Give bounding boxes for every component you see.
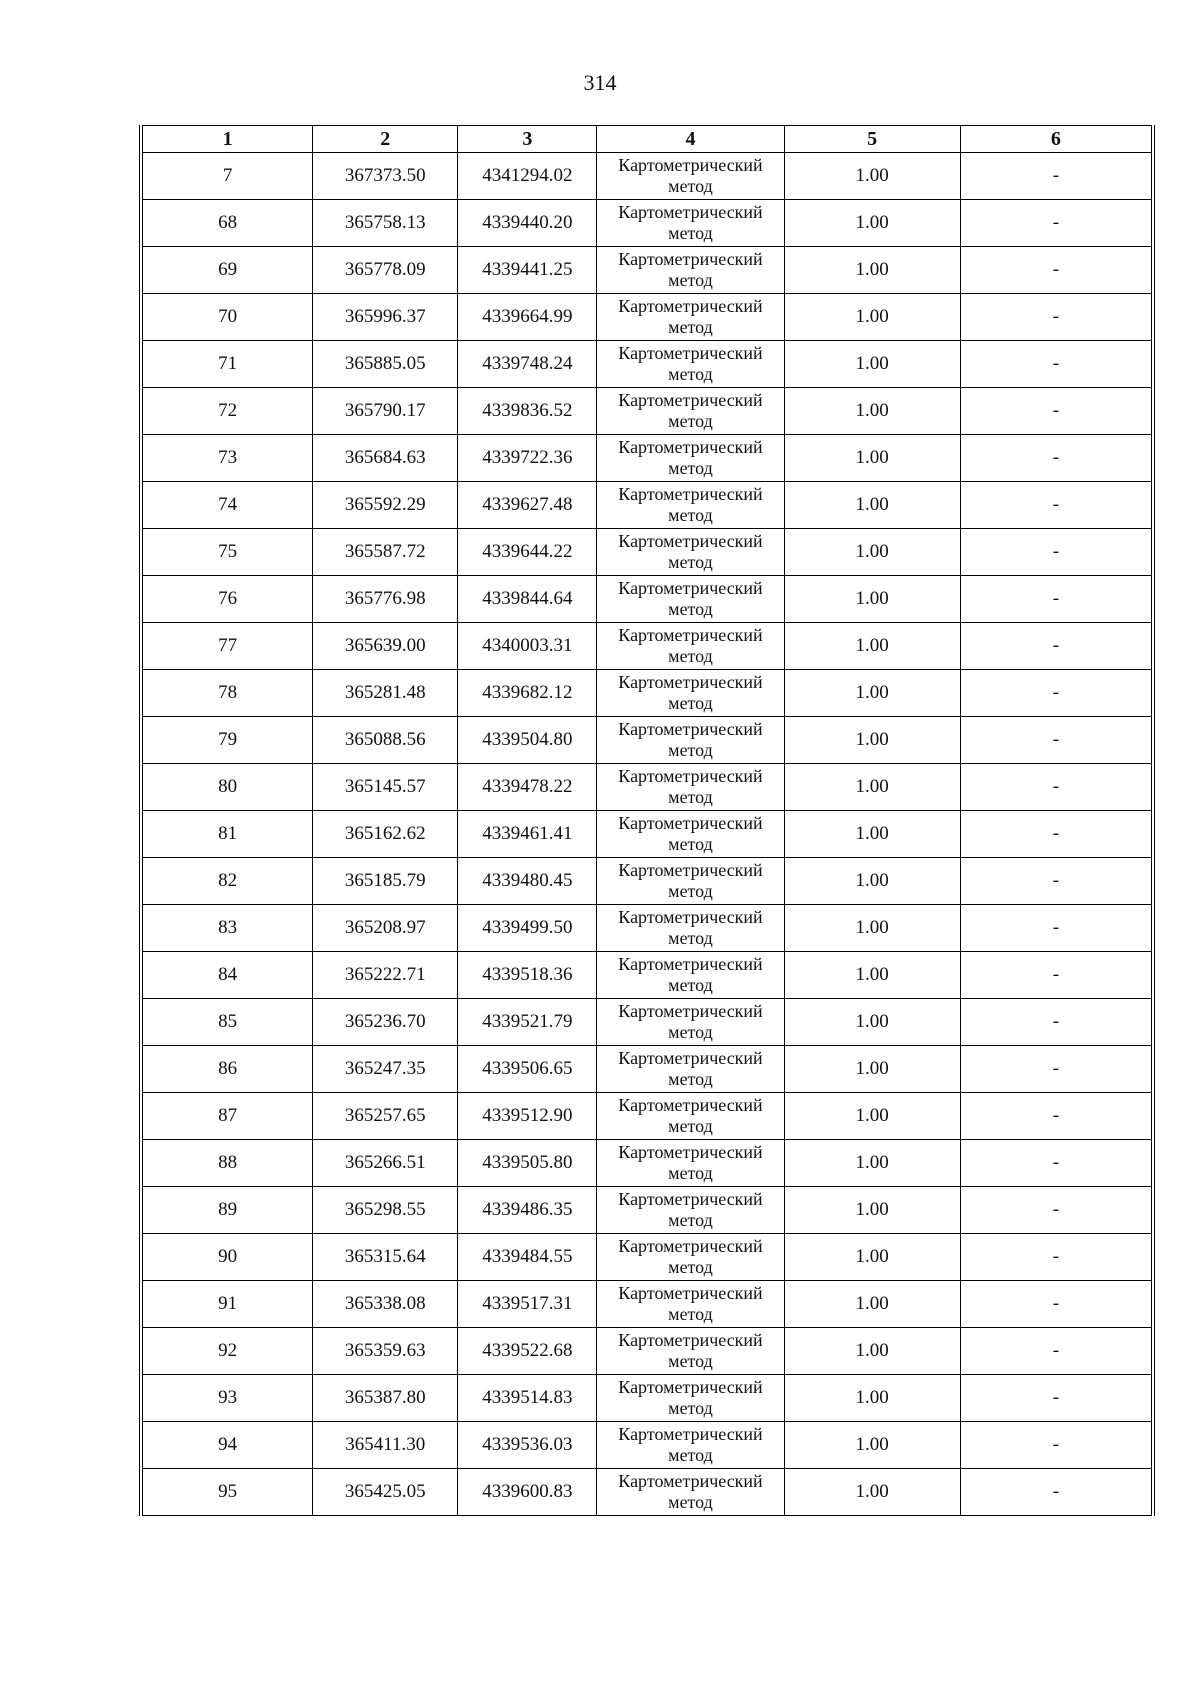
y-coordinate-cell: 4339518.36 — [458, 952, 597, 999]
y-coordinate-cell: 4339522.68 — [458, 1328, 597, 1375]
point-number-cell: 74 — [143, 482, 313, 529]
y-coordinate-cell: 4339722.36 — [458, 435, 597, 482]
point-number-cell: 84 — [143, 952, 313, 999]
method-cell: Картометрический метод — [597, 153, 784, 200]
table-row — [143, 529, 1152, 576]
y-coordinate-cell: 4339441.25 — [458, 247, 597, 294]
note-cell: - — [960, 1187, 1151, 1234]
method-cell: Картометрический метод — [597, 435, 784, 482]
method-cell: Картометрический метод — [597, 1469, 784, 1516]
accuracy-cell: 1.00 — [784, 576, 960, 623]
x-coordinate-cell: 365758.13 — [313, 200, 458, 247]
point-number-cell: 68 — [143, 200, 313, 247]
point-number-cell: 89 — [143, 1187, 313, 1234]
accuracy-cell: 1.00 — [784, 1281, 960, 1328]
accuracy-cell: 1.00 — [784, 153, 960, 200]
x-coordinate-cell: 365776.98 — [313, 576, 458, 623]
accuracy-cell: 1.00 — [784, 1140, 960, 1187]
note-cell: - — [960, 811, 1151, 858]
header-cell-6: 6 — [960, 126, 1151, 153]
accuracy-cell: 1.00 — [784, 858, 960, 905]
header-cell-1: 1 — [143, 126, 313, 153]
table-row — [143, 1046, 1152, 1093]
y-coordinate-cell: 4339480.45 — [458, 858, 597, 905]
table-row — [143, 435, 1152, 482]
table-row — [143, 247, 1152, 294]
note-cell: - — [960, 153, 1151, 200]
x-coordinate-cell: 365639.00 — [313, 623, 458, 670]
y-coordinate-cell: 4339506.65 — [458, 1046, 597, 1093]
accuracy-cell: 1.00 — [784, 952, 960, 999]
x-coordinate-cell: 365425.05 — [313, 1469, 458, 1516]
y-coordinate-cell: 4339844.64 — [458, 576, 597, 623]
table-row — [143, 153, 1152, 200]
point-number-cell: 69 — [143, 247, 313, 294]
x-coordinate-cell: 365587.72 — [313, 529, 458, 576]
note-cell: - — [960, 1328, 1151, 1375]
coordinates-table-frame — [139, 125, 1155, 1516]
note-cell: - — [960, 341, 1151, 388]
x-coordinate-cell: 365315.64 — [313, 1234, 458, 1281]
note-cell: - — [960, 952, 1151, 999]
point-number-cell: 76 — [143, 576, 313, 623]
y-coordinate-cell: 4339627.48 — [458, 482, 597, 529]
method-cell: Картометрический метод — [597, 952, 784, 999]
point-number-cell: 91 — [143, 1281, 313, 1328]
note-cell: - — [960, 623, 1151, 670]
x-coordinate-cell: 365208.97 — [313, 905, 458, 952]
x-coordinate-cell: 365145.57 — [313, 764, 458, 811]
method-cell: Картометрический метод — [597, 200, 784, 247]
x-coordinate-cell: 365778.09 — [313, 247, 458, 294]
method-cell: Картометрический метод — [597, 341, 784, 388]
table-row — [143, 1469, 1152, 1516]
point-number-cell: 92 — [143, 1328, 313, 1375]
x-coordinate-cell: 365359.63 — [313, 1328, 458, 1375]
table-row — [143, 952, 1152, 999]
method-cell: Картометрический метод — [597, 1234, 784, 1281]
header-cell-5: 5 — [784, 126, 960, 153]
table-row — [143, 1328, 1152, 1375]
x-coordinate-cell: 365684.63 — [313, 435, 458, 482]
note-cell: - — [960, 529, 1151, 576]
method-cell: Картометрический метод — [597, 811, 784, 858]
accuracy-cell: 1.00 — [784, 670, 960, 717]
note-cell: - — [960, 435, 1151, 482]
method-cell: Картометрический метод — [597, 1046, 784, 1093]
note-cell: - — [960, 1422, 1151, 1469]
table-row — [143, 764, 1152, 811]
table-row — [143, 999, 1152, 1046]
accuracy-cell: 1.00 — [784, 811, 960, 858]
y-coordinate-cell: 4339478.22 — [458, 764, 597, 811]
x-coordinate-cell: 365338.08 — [313, 1281, 458, 1328]
accuracy-cell: 1.00 — [784, 1234, 960, 1281]
x-coordinate-cell: 365298.55 — [313, 1187, 458, 1234]
point-number-cell: 83 — [143, 905, 313, 952]
table-row — [143, 858, 1152, 905]
accuracy-cell: 1.00 — [784, 1093, 960, 1140]
coordinates-table — [142, 125, 1152, 1516]
method-cell: Картометрический метод — [597, 1187, 784, 1234]
accuracy-cell: 1.00 — [784, 905, 960, 952]
point-number-cell: 85 — [143, 999, 313, 1046]
method-cell: Картометрический метод — [597, 294, 784, 341]
header-cell-3: 3 — [458, 126, 597, 153]
note-cell: - — [960, 247, 1151, 294]
table-header-row — [143, 126, 1152, 153]
method-cell: Картометрический метод — [597, 1422, 784, 1469]
accuracy-cell: 1.00 — [784, 717, 960, 764]
note-cell: - — [960, 388, 1151, 435]
y-coordinate-cell: 4339748.24 — [458, 341, 597, 388]
x-coordinate-cell: 365996.37 — [313, 294, 458, 341]
y-coordinate-cell: 4339512.90 — [458, 1093, 597, 1140]
header-cell-4: 4 — [597, 126, 784, 153]
accuracy-cell: 1.00 — [784, 529, 960, 576]
method-cell: Картометрический метод — [597, 247, 784, 294]
accuracy-cell: 1.00 — [784, 1375, 960, 1422]
accuracy-cell: 1.00 — [784, 1046, 960, 1093]
accuracy-cell: 1.00 — [784, 623, 960, 670]
note-cell: - — [960, 905, 1151, 952]
y-coordinate-cell: 4339600.83 — [458, 1469, 597, 1516]
table-row — [143, 388, 1152, 435]
method-cell: Картометрический метод — [597, 1375, 784, 1422]
accuracy-cell: 1.00 — [784, 341, 960, 388]
accuracy-cell: 1.00 — [784, 247, 960, 294]
table-row — [143, 576, 1152, 623]
note-cell: - — [960, 858, 1151, 905]
y-coordinate-cell: 4339836.52 — [458, 388, 597, 435]
x-coordinate-cell: 365885.05 — [313, 341, 458, 388]
x-coordinate-cell: 365411.30 — [313, 1422, 458, 1469]
accuracy-cell: 1.00 — [784, 1328, 960, 1375]
table-row — [143, 717, 1152, 764]
y-coordinate-cell: 4339484.55 — [458, 1234, 597, 1281]
accuracy-cell: 1.00 — [784, 482, 960, 529]
point-number-cell: 80 — [143, 764, 313, 811]
table-row — [143, 1234, 1152, 1281]
x-coordinate-cell: 365257.65 — [313, 1093, 458, 1140]
point-number-cell: 72 — [143, 388, 313, 435]
note-cell: - — [960, 1046, 1151, 1093]
accuracy-cell: 1.00 — [784, 1187, 960, 1234]
point-number-cell: 93 — [143, 1375, 313, 1422]
table-row — [143, 1281, 1152, 1328]
table-row — [143, 482, 1152, 529]
accuracy-cell: 1.00 — [784, 1422, 960, 1469]
x-coordinate-cell: 365162.62 — [313, 811, 458, 858]
point-number-cell: 87 — [143, 1093, 313, 1140]
method-cell: Картометрический метод — [597, 717, 784, 764]
note-cell: - — [960, 1140, 1151, 1187]
note-cell: - — [960, 1375, 1151, 1422]
note-cell: - — [960, 670, 1151, 717]
x-coordinate-cell: 365236.70 — [313, 999, 458, 1046]
x-coordinate-cell: 365247.35 — [313, 1046, 458, 1093]
note-cell: - — [960, 482, 1151, 529]
note-cell: - — [960, 294, 1151, 341]
y-coordinate-cell: 4339499.50 — [458, 905, 597, 952]
table-row — [143, 1375, 1152, 1422]
method-cell: Картометрический метод — [597, 623, 784, 670]
table-row — [143, 905, 1152, 952]
method-cell: Картометрический метод — [597, 1328, 784, 1375]
point-number-cell: 90 — [143, 1234, 313, 1281]
y-coordinate-cell: 4339644.22 — [458, 529, 597, 576]
point-number-cell: 79 — [143, 717, 313, 764]
y-coordinate-cell: 4339521.79 — [458, 999, 597, 1046]
method-cell: Картометрический метод — [597, 905, 784, 952]
y-coordinate-cell: 4339664.99 — [458, 294, 597, 341]
note-cell: - — [960, 1093, 1151, 1140]
accuracy-cell: 1.00 — [784, 200, 960, 247]
x-coordinate-cell: 365790.17 — [313, 388, 458, 435]
point-number-cell: 88 — [143, 1140, 313, 1187]
y-coordinate-cell: 4339505.80 — [458, 1140, 597, 1187]
y-coordinate-cell: 4340003.31 — [458, 623, 597, 670]
table-row — [143, 670, 1152, 717]
x-coordinate-cell: 365281.48 — [313, 670, 458, 717]
table-row — [143, 1422, 1152, 1469]
table-row — [143, 1140, 1152, 1187]
point-number-cell: 7 — [143, 153, 313, 200]
table-body — [143, 153, 1152, 1516]
method-cell: Картометрический метод — [597, 858, 784, 905]
point-number-cell: 82 — [143, 858, 313, 905]
method-cell: Картометрический метод — [597, 999, 784, 1046]
note-cell: - — [960, 717, 1151, 764]
x-coordinate-cell: 365088.56 — [313, 717, 458, 764]
point-number-cell: 77 — [143, 623, 313, 670]
y-coordinate-cell: 4339461.41 — [458, 811, 597, 858]
table-row — [143, 623, 1152, 670]
table-row — [143, 341, 1152, 388]
y-coordinate-cell: 4339514.83 — [458, 1375, 597, 1422]
y-coordinate-cell: 4339682.12 — [458, 670, 597, 717]
x-coordinate-cell: 365222.71 — [313, 952, 458, 999]
accuracy-cell: 1.00 — [784, 764, 960, 811]
point-number-cell: 86 — [143, 1046, 313, 1093]
y-coordinate-cell: 4339504.80 — [458, 717, 597, 764]
method-cell: Картометрический метод — [597, 1140, 784, 1187]
note-cell: - — [960, 1281, 1151, 1328]
table-row — [143, 1093, 1152, 1140]
x-coordinate-cell: 365592.29 — [313, 482, 458, 529]
table-row — [143, 1187, 1152, 1234]
x-coordinate-cell: 367373.50 — [313, 153, 458, 200]
point-number-cell: 95 — [143, 1469, 313, 1516]
header-cell-2: 2 — [313, 126, 458, 153]
method-cell: Картометрический метод — [597, 670, 784, 717]
x-coordinate-cell: 365185.79 — [313, 858, 458, 905]
point-number-cell: 81 — [143, 811, 313, 858]
table-row — [143, 200, 1152, 247]
accuracy-cell: 1.00 — [784, 388, 960, 435]
point-number-cell: 71 — [143, 341, 313, 388]
y-coordinate-cell: 4339486.35 — [458, 1187, 597, 1234]
note-cell: - — [960, 999, 1151, 1046]
y-coordinate-cell: 4341294.02 — [458, 153, 597, 200]
method-cell: Картометрический метод — [597, 482, 784, 529]
accuracy-cell: 1.00 — [784, 294, 960, 341]
y-coordinate-cell: 4339517.31 — [458, 1281, 597, 1328]
method-cell: Картометрический метод — [597, 1281, 784, 1328]
method-cell: Картометрический метод — [597, 1093, 784, 1140]
y-coordinate-cell: 4339440.20 — [458, 200, 597, 247]
accuracy-cell: 1.00 — [784, 999, 960, 1046]
point-number-cell: 73 — [143, 435, 313, 482]
accuracy-cell: 1.00 — [784, 435, 960, 482]
x-coordinate-cell: 365266.51 — [313, 1140, 458, 1187]
note-cell: - — [960, 576, 1151, 623]
y-coordinate-cell: 4339536.03 — [458, 1422, 597, 1469]
point-number-cell: 75 — [143, 529, 313, 576]
accuracy-cell: 1.00 — [784, 1469, 960, 1516]
page-number: 314 — [583, 70, 617, 95]
table-row — [143, 811, 1152, 858]
method-cell: Картометрический метод — [597, 388, 784, 435]
note-cell: - — [960, 1469, 1151, 1516]
note-cell: - — [960, 200, 1151, 247]
note-cell: - — [960, 764, 1151, 811]
table-row — [143, 294, 1152, 341]
method-cell: Картометрический метод — [597, 764, 784, 811]
point-number-cell: 94 — [143, 1422, 313, 1469]
point-number-cell: 70 — [143, 294, 313, 341]
method-cell: Картометрический метод — [597, 529, 784, 576]
x-coordinate-cell: 365387.80 — [313, 1375, 458, 1422]
point-number-cell: 78 — [143, 670, 313, 717]
note-cell: - — [960, 1234, 1151, 1281]
method-cell: Картометрический метод — [597, 576, 784, 623]
